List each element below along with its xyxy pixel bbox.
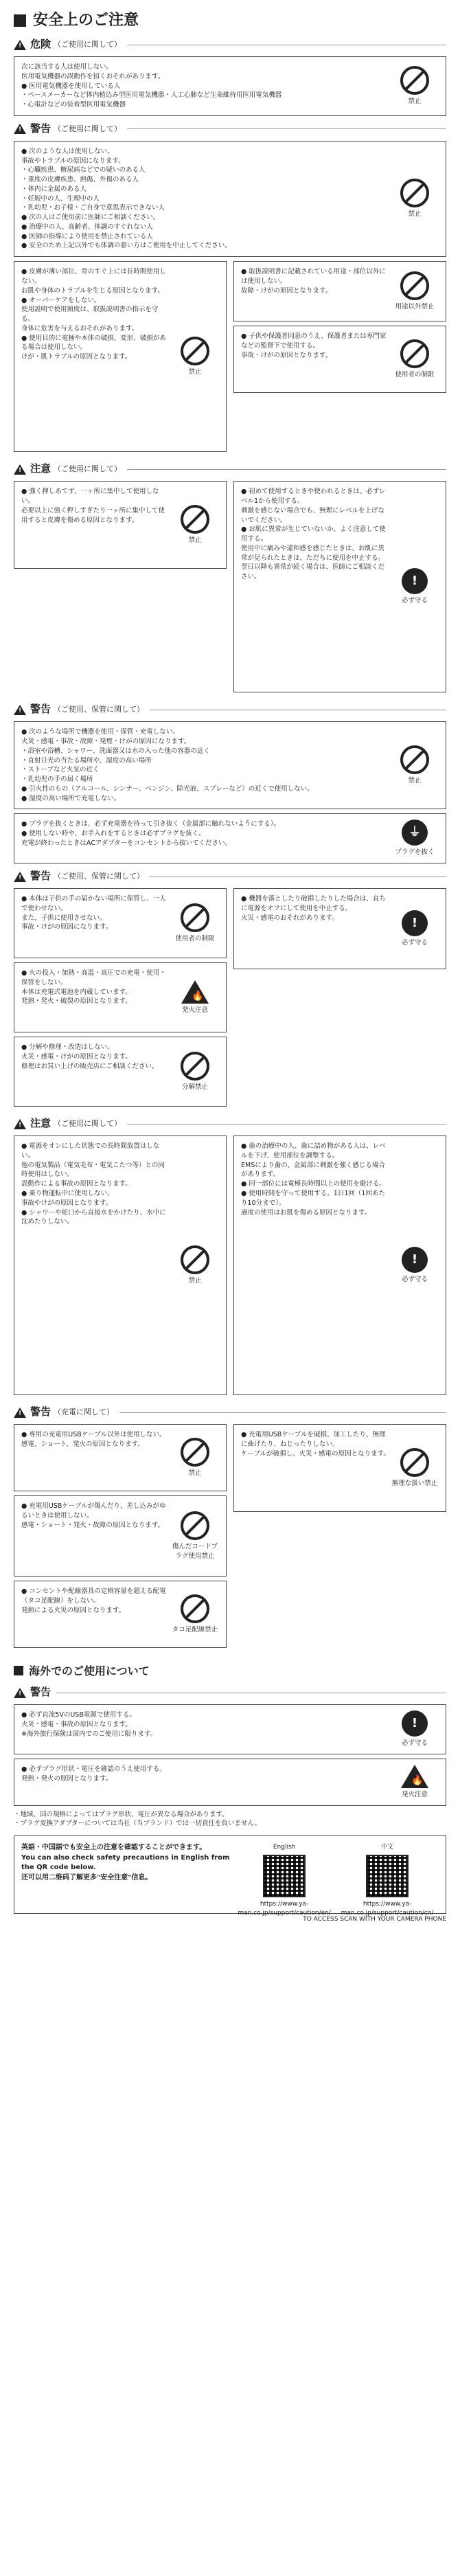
caution-triangle-icon: ! xyxy=(14,1119,26,1129)
danger-text xyxy=(21,63,391,110)
footer-text xyxy=(21,1843,233,1906)
text-line: けが・肌トラブルの原因となります。 xyxy=(21,353,132,361)
warning-triangle-icon: ! xyxy=(14,1408,26,1418)
text-line: ケーブルが破損し、火災・感電の原因となります。 xyxy=(241,1449,390,1458)
text-line: 発熱・発火・破裂の原因となります。 xyxy=(21,997,132,1006)
text-line: ● 充電用USBケーブルが傷んだり、差し込みがゆるいときは使用しない。 xyxy=(21,1502,166,1519)
title-square-icon xyxy=(14,14,26,27)
text-line: ● コンセントや配線器具の定格容量を超える配電（タコ足配線）をしない。 xyxy=(21,1588,166,1605)
ws2-right-box: ● 機器を落としたり破損したりした場合は、直ちに電源をオフにして使用を中止する。 火災・感電のおそれがあります。 ! 必ず守る xyxy=(233,888,446,969)
overseas-text-1 xyxy=(21,1710,391,1748)
warning-right-box-1: ● 取扱説明書に記載されている用途・部位以外には使用しない。 故障・けがの原因となります。 用途以外禁止 xyxy=(233,261,446,321)
text-line: ● 歯の治療中の人、歯に詰め物がある人は、レベルを下げ、使用部位を調整する。 xyxy=(241,1142,386,1160)
mandatory-icon: ! xyxy=(402,910,428,936)
text-line: ・ストーブなど火気の近く xyxy=(21,766,100,774)
prohibited-icon xyxy=(400,745,429,774)
page xyxy=(14,10,446,1924)
text-line: ● 次の人はご使用前に医師にご相談ください。 xyxy=(21,214,160,222)
text-line: ● 皮膚が薄い部位、骨のすぐ上には長時間使用しない。 xyxy=(21,268,166,286)
warning-storage-text xyxy=(21,727,391,803)
section-caution-use-2: ! 注意 （ご使用に関して） ● 電源をオンにした状態での長時間放置はしない。 他の電気製品（電気毛布・電気こたつ等）との同時使用はしない。 誤動作による事故の原因となります。 ● 乗り物運転中に使用しない。 事故やけがの原因となります。 ● シャワーや蛇口から直接水をかけたり、水中に沈めたりしない。 禁止 ● 歯の治療中の人、歯に詰め物がある人は、レベルを下げ、使用部位を調整する。 EMSにより歯の、金属部に刺激を強く感じる場合があります。 ● 同一部位には電極長時間以上の使用を避ける。 ● 使用時間を守って使用する。1日1回（1回あたり10分まで）。 過度の使用はお肌を傷める原因となります。 ! 必ず守る xyxy=(14,1116,446,1399)
text-line: 翌日以降も異常が続く場合は、医師にご相談ください。 xyxy=(241,563,385,581)
text-line: 还可以用二维码了解更多"安全注意"信息。 xyxy=(21,1873,152,1882)
text-line: ● 安全のため上記以外でも体調の悪い方はご使用を中止してください。 xyxy=(21,242,231,250)
prohibited-icon xyxy=(400,339,429,368)
text-line: ● 使用時間を守って使用する。1日1回（1回あたり10分まで）。 xyxy=(241,1189,385,1207)
text-line: ● 医用電気機器を使用している人 xyxy=(21,82,121,90)
text-line: ● 引火性のもの（アルコール、シンナー、ベンジン、除光液、スプレーなど）の近くで使用しない。 xyxy=(21,784,314,793)
text-line: ● 取扱説明書に記載されている用途・部位以外には使用しない。 xyxy=(241,268,386,286)
prohibited-icon xyxy=(181,1438,209,1467)
text-line: ・地域、国の規格によってはプラグ形状、電圧が異なる場合があります。 xyxy=(14,1810,229,1818)
caution-right-text xyxy=(241,487,391,686)
text-line: 修理はお買い上げの販売店にご相談ください。 xyxy=(21,1062,159,1070)
text-line: 感電・ショート・発火・故障の原因となります。 xyxy=(21,1521,165,1529)
warning-triangle-icon: ! xyxy=(14,705,26,715)
warning-right-box-2: ● 子供や保護者同意のうえ、保護者または専門家などの監督下で使用する。 事故・けがの原因となります。 使用者の制限 xyxy=(233,326,446,393)
text-line: ● プラグを抜くときは、必ず充電器を持って引き抜く（金属部に触れないようにする）。 xyxy=(21,820,281,828)
restricted-user-icon xyxy=(181,903,209,932)
overseas-box-2: ● 必ずプラグ形状・電圧を確認のうえ使用する。 発熱・発火の原因となります。 🔥 発火注意 xyxy=(14,1759,446,1806)
text-line: 事故・けがの原因となります。 xyxy=(241,351,332,359)
qr-chinese[interactable]: 中文 https://www.ya-man.co.jp/support/caution/cn/ xyxy=(336,1843,439,1906)
cu2-left-box: ● 電源をオンにした状態での長時間放置はしない。 他の電気製品（電気毛布・電気こたつ等）との同時使用はしない。 誤動作による事故の原因となります。 ● 乗り物運転中に使用しない。 事故やけがの原因となります。 ● シャワーや蛇口から直接水をかけたり、水中に沈めたりしない。 禁止 xyxy=(14,1136,227,1395)
text-line: ・浴室や浴槽、シャワー、洗面器又は水の入った他の容器の近く xyxy=(21,747,210,755)
section-caution-use: ! 注意 （ご使用に関して） ● 強く押しあてず、一ヶ所に集中して使用しない。 必要以上に強く押しすぎたり一ヶ所に集中して使用すると皮膚を傷める原因となります。 禁止 ● 初めて使用するときや使われるときは、必ずレベル1から使用する。 刺激を感じない場合でも、無理にレベルを上げないでください。 ● お肌に異常が生じていないか、よく注意して使用する。 使用中に痛みや違和感を感じたときは、お肌に異常が見られたときは、ただちに使用を中止する。 翌日以降も異常が続く場合は、医師にご相談ください。 ! 必ず守る xyxy=(14,462,446,697)
text-line: ・心臓疾患、糖尿病などでの疑いのある人 xyxy=(21,166,146,174)
overseas-title: 海外でのご使用について xyxy=(14,1662,446,1680)
text-line: ● 使用目的に電極や本体の破損、変形、破損がある場合は使用しない。 xyxy=(21,334,166,352)
text-line: You can also check safety precautions in English from the QR code below. xyxy=(21,1853,230,1872)
warning-triangle-icon: ! xyxy=(14,40,26,50)
text-line: 火災・感電・事故・故障・発煙・けがの原因になります。 xyxy=(21,738,191,746)
cu2-left-text xyxy=(21,1142,171,1389)
warning-storage-box: ● 次のような場所で機器を使用・保管・充電しない。 火災・感電・事故・故障・発煙・けがの原因になります。 ・浴室や浴槽、シャワー、洗面器又は水の入った他の容器の近く ・直射日光の当たる場所や、湿度の高い場所 ・ストーブなど火気の近く ・乳幼児の手の届く場所 ● 引火性のもの（アルコール、シンナー、ベンジン、除光液、スプレーなど）の近くで使用しない。 ● 湿度の高い場所で充電しない。 禁止 xyxy=(14,721,446,809)
text-line: ● オーバーケアをしない。 xyxy=(21,296,101,304)
ws2-left-box-2: ● 火の投入・加熱・高温・高圧での充電・使用・保管をしない。 本体は充電式電池を内蔵しています。 発熱・発火・破裂の原因となります。 🔥 発火注意 xyxy=(14,962,227,1032)
warning-use-text xyxy=(21,147,391,251)
warning-left-text xyxy=(21,267,171,446)
prohibited-icon xyxy=(181,1245,209,1274)
wc-left-box-3: ● コンセントや配線器具の定格容量を超える配電（タコ足配線）をしない。 発熱による火災の原因となります。 タコ足配線禁止 xyxy=(14,1581,227,1648)
wc-left-text-3 xyxy=(21,1587,171,1642)
section-warning-storage: ! 警告 （ご使用、保管に関して） ● 次のような場所で機器を使用・保管・充電しない。 火災・感電・事故・故障・発煙・けがの原因になります。 ・浴室や浴槽、シャワー、洗面器又は水の入った他の容器の近く ・直射日光の当たる場所や、湿度の高い場所 ・ストーブなど火気の近く ・乳幼児の手の届く場所 ● 引火性のもの（アルコール、シンナー、ベンジン、除光液、スプレーなど）の近くで使用しない。 ● 湿度の高い場所で充電しない。 禁止 ● プラグを抜くときは、必ず充電器を持って引き抜く（金属部に触れないようにする）。 ● 使用しない時や、お手入れをするときは必ずプラグを抜く。 充電が終わったときはACアダプターをコンセントから抜いてください。 ⏚ プラグを抜く xyxy=(14,702,446,863)
prohibited-icon xyxy=(400,66,429,95)
warning-triangle-icon: ! xyxy=(14,124,26,134)
scan-caption: TO ACCESS SCAN WITH YOUR CAMERA PHONE xyxy=(303,1916,446,1923)
title-square-icon xyxy=(14,1666,23,1675)
ws2-left-box-3: ● 分解や修理・改造はしない。 火災・感電・けがの原因となります。 修理はお買い上げの販売店にご相談ください。 分解禁止 xyxy=(14,1037,227,1107)
text-line: ● 機器を落としたり破損したりした場合は、直ちに電源をオフにして使用を中止する。 xyxy=(241,895,386,912)
text-line: ● 次のような場所で機器を使用・保管・充電しない。 xyxy=(21,728,179,736)
text-line: ● 湿度の高い場所で充電しない。 xyxy=(21,794,121,802)
text-line: ● 専用の充電用USBケーブル以外は使用しない。 xyxy=(21,1431,166,1439)
caution-left-box: ● 強く押しあてず、一ヶ所に集中して使用しない。 必要以上に強く押しすぎたり一ヶ所に集中して使用すると皮膚を傷める原因となります。 禁止 xyxy=(14,481,227,569)
qr-english[interactable]: English https://www.ya-man.co.jp/support/caution/en/ xyxy=(233,1843,336,1906)
url-chinese[interactable]: https://www.ya-man.co.jp/support/caution/cn/ xyxy=(341,1901,434,1917)
text-line: また、子供に使用させない。 xyxy=(21,914,106,922)
text-line: 刺激を感じない場合でも、無理にレベルを上げないでください。 xyxy=(241,506,385,524)
text-line: 火災・感電・事故の原因となります。 xyxy=(21,1720,132,1728)
ws2-left-text-1 xyxy=(21,894,171,952)
text-line: ● 医師の指導により使用を禁止されている人 xyxy=(21,232,153,240)
section-warning-use: ! 警告 （ご使用に関して） ● 次のような人は使用しない。 事故やトラブルの原因になります。 ・心臓疾患、糖尿病などでの疑いのある人 ・重度の皮膚疾患、熱傷、外傷のある人 ・体内に金属のある人 ・妊娠中の人、生理中の人 ・乳幼児・お子様・ご自身で意思表示できない人 ● 次の人はご使用前に医師にご相談ください。 ● 治療中の人、高齢者、体調のすぐれない人 ● 医師の指導により使用を禁止されている人 ● 安全のため上記以外でも体調の悪い方はご使用を中止してください。 禁止 ● 皮膚が薄い部位、骨のすぐ上には長時間使用しない。 お肌や身体のトラブルを生じる原因となります。 ● オーバーケアをしない。 使用説明で使用頻度は、取扱説明書の指示を守る。 身体に危害を与えるおそれがあります。 ● 使用目的に電極や本体の破損、変形、破損がある場合は使用しない。 けが・肌トラブルの原因となります。 禁止 ● 取扱説明書に記載されている用途・部位以外には使用しない。 故障・けがの原因となります。 用途以外禁止 ● 子供や保護者同意のうえ、保護者または専門家などの監督下で使用する。 事故・けがの原因となります。 使用者の制限 xyxy=(14,122,446,456)
text-line: ・乳幼児の手の届く場所 xyxy=(21,776,93,784)
no-rough-handling-icon xyxy=(400,1448,429,1477)
fire-caution-icon: 🔥 xyxy=(181,980,209,1004)
text-line: ● 乗り物運転中に使用しない。 xyxy=(21,1189,114,1197)
plug-box: ● プラグを抜くときは、必ず充電器を持って引き抜く（金属部に触れないようにする）。 ● 使用しない時や、お手入れをするときは必ずプラグを抜く。 充電が終わったときはACアダプターをコンセントから抜いてください。 ⏚ プラグを抜く xyxy=(14,813,446,863)
text-line: 充電が終わったときはACアダプターをコンセントから抜いてください。 xyxy=(21,839,232,847)
text-line: 使用中に痛みや違和感を感じたときは、お肌に異常が見られたときは、ただちに使用を中止する。 xyxy=(241,544,385,562)
ws2-right-text xyxy=(241,894,391,963)
text-line: ● 分解や修理・改造はしない。 xyxy=(21,1043,114,1052)
ws2-left-box-1: ● 本体は子供の手の届かない場所に保管し、一人で使わせない。 また、子供に使用させない。 事故・けがの原因になります。 使用者の制限 xyxy=(14,888,227,958)
text-line: 発熱による火災の原因となります。 xyxy=(21,1606,126,1614)
text-line: ● 次のような人は使用しない。 xyxy=(21,147,114,155)
section-warning-charge: ! 警告 （充電に関して） ● 専用の充電用USBケーブル以外は使用しない。 感電、ショート、発火の原因となります。 禁止 ● 充電用USBケーブルが傷んだり、差し込みがゆるいときは使用しない。 感電・ショート・発火・故障の原因となります。 傷んだコードプラグ使用禁止 ● コンセントや配線器具の定格容量を超える配電（タコ足配線）をしない。 発熱による火災の原因となります。 タコ足配線禁止 ● 充電用USBケーブルを破損、加工したり、無理に曲げたり、ねじったりしない。 ケーブルが破損し、火災・感電の原因となります。 無理な扱い禁止 xyxy=(14,1405,446,1652)
text-line: ・妊娠中の人、生理中の人 xyxy=(21,194,100,203)
text-line: 使用説明で使用頻度は、取扱説明書の指示を守る。 xyxy=(21,306,159,324)
caution-triangle-icon: ! xyxy=(14,464,26,475)
text-line: 感電、ショート、発火の原因となります。 xyxy=(21,1440,144,1448)
text-line: ・体内に金属のある人 xyxy=(21,185,87,193)
prohibited-icon xyxy=(181,337,209,365)
text-line: 火災・感電・けがの原因となります。 xyxy=(21,1052,132,1061)
text-line: 他の電気製品（電気毛布・電気こたつ等）との同時使用はしない。 xyxy=(21,1161,165,1179)
qr-code-icon[interactable] xyxy=(263,1855,306,1897)
text-line: ● 必ず直流5VのUSB電源で使用する。 xyxy=(21,1711,136,1719)
warning-triangle-icon: ! xyxy=(14,1688,26,1698)
cu2-right-text xyxy=(241,1142,391,1389)
damaged-cord-icon xyxy=(181,1511,209,1540)
warning-triangle-icon: ! xyxy=(14,872,26,882)
text-line: ・重度の皮膚疾患、熱傷、外傷のある人 xyxy=(21,176,139,184)
text-line: 本体は充電式電池を内蔵しています。 xyxy=(21,988,132,996)
text-line: 身体に危害を与えるおそれがあります。 xyxy=(21,324,139,332)
caution-right-box: ● 初めて使用するときや使われるときは、必ずレベル1から使用する。 刺激を感じない場合でも、無理にレベルを上げないでください。 ● お肌に異常が生じていないか、よく注意して使用する。 使用中に痛みや違和感を感じたときは、お肌に異常が見られたときは、ただちに使用を中止する。 翌日以降も異常が続く場合は、医師にご相談ください。 ! 必ず守る xyxy=(233,481,446,692)
prohibited-icon xyxy=(400,271,429,300)
text-line: ● 治療中の人、高齢者、体調のすぐれない人 xyxy=(21,223,153,231)
text-line: ・ペースメーカーなど体内植込み型医用電気機器・人工心肺など生命維持用医用電気機器 xyxy=(21,91,282,100)
warning-left-box: ● 皮膚が薄い部位、骨のすぐ上には長時間使用しない。 お肌や身体のトラブルを生じる原因となります。 ● オーバーケアをしない。 使用説明で使用頻度は、取扱説明書の指示を守る。 身体に危害を与えるおそれがあります。 ● 使用目的に電極や本体の破損、変形、破損がある場合は使用しない。 けが・肌トラブルの原因となります。 禁止 xyxy=(14,261,227,452)
unplug-icon: ⏚ xyxy=(402,820,428,846)
section-danger: ! 危険 （ご使用に関して） 次に該当する人は使用しない。 医用電気機器の誤動作を招くおそれがあります。 ● 医用電気機器を使用している人 ・ペースメーカーなど体内植込み型医用電気機器・人工心肺など生命維持用医用電気機器 ・心電計などの装着型医用電気機器 禁止 xyxy=(14,37,446,116)
text-line: ● 使用しない時や、お手入れをするときは必ずプラグを抜く。 xyxy=(21,830,205,838)
text-line: ● 初めて使用するときや使われるときは、必ずレベル1から使用する。 xyxy=(241,488,386,506)
text-line: ● 本体は子供の手の届かない場所に保管し、一人で使わせない。 xyxy=(21,895,166,912)
ws2-left-text-3 xyxy=(21,1043,171,1100)
overseas-notes xyxy=(14,1810,446,1829)
footer-qr xyxy=(14,1835,446,1917)
wc-right-box: ● 充電用USBケーブルを破損、加工したり、無理に曲げたり、ねじったりしない。 ケーブルが破損し、火災・感電の原因となります。 無理な扱い禁止 xyxy=(233,1424,446,1512)
wc-left-text-2 xyxy=(21,1502,171,1570)
plug-text xyxy=(21,820,391,857)
wc-left-box-2: ● 充電用USBケーブルが傷んだり、差し込みがゆるいときは使用しない。 感電・ショート・発火・故障の原因となります。 傷んだコードプラグ使用禁止 xyxy=(14,1495,227,1577)
text-line: 誤動作による事故の原因となります。 xyxy=(21,1180,132,1188)
text-line: ● 電源をオンにした状態での長時間放置はしない。 xyxy=(21,1142,160,1160)
text-line: 次に該当する人は使用しない。 xyxy=(21,63,113,71)
cu2-right-box: ● 歯の治療中の人、歯に詰め物がある人は、レベルを下げ、使用部位を調整する。 EMSにより歯の、金属部に刺激を強く感じる場合があります。 ● 同一部位には電極長時間以上の使用を避ける。 ● 使用時間を守って使用する。1日1回（1回あたり10分まで）。 過度の使用はお肌を傷める原因となります。 ! 必ず守る xyxy=(233,1136,446,1395)
text-line: ● 強く押しあてず、一ヶ所に集中して使用しない。 xyxy=(21,488,159,506)
mandatory-icon: ! xyxy=(402,1710,428,1737)
text-line: ● 同一部位には電極長時間以上の使用を避ける。 xyxy=(241,1180,386,1188)
text-line: EMSにより歯の、金属部に刺激を強く感じる場合があります。 xyxy=(241,1161,385,1179)
text-line: 故障・けがの原因となります。 xyxy=(241,286,332,295)
wc-left-text-1 xyxy=(21,1430,171,1485)
wc-left-box-1: ● 専用の充電用USBケーブル以外は使用しない。 感電、ショート、発火の原因となります。 禁止 xyxy=(14,1424,227,1491)
text-line: 事故やけがの原因となります。 xyxy=(21,1199,113,1207)
prohibited-icon xyxy=(181,505,209,534)
text-line: 事故やトラブルの原因になります。 xyxy=(21,157,125,165)
text-line: ● 必ずプラグ形状・電圧を確認のうえ使用する。 xyxy=(21,1765,166,1773)
url-english[interactable]: https://www.ya-man.co.jp/support/caution/en/ xyxy=(238,1901,331,1917)
text-line: ・プラグ変換アダプターについては当社（当ブランド）では一切責任を負いません。 xyxy=(14,1820,262,1828)
warning-use-box: ● 次のような人は使用しない。 事故やトラブルの原因になります。 ・心臓疾患、糖尿病などでの疑いのある人 ・重度の皮膚疾患、熱傷、外傷のある人 ・体内に金属のある人 ・妊娠中の人、生理中の人 ・乳幼児・お子様・ご自身で意思表示できない人 ● 次の人はご使用前に医師にご相談ください。 ● 治療中の人、高齢者、体調のすぐれない人 ● 医師の指導により使用を禁止されている人 ● 安全のため上記以外でも体調の悪い方はご使用を中止してください。 禁止 xyxy=(14,141,446,257)
section-warning-storage-2: ! 警告 （ご使用、保管に関して） ● 本体は子供の手の届かない場所に保管し、一人で使わせない。 また、子供に使用させない。 事故・けがの原因になります。 使用者の制限 ● 火の投入・加熱・高温・高圧での充電・使用・保管をしない。 本体は充電式電池を内蔵しています。 発熱・発火・破裂の原因となります。 🔥 発火注意 ● 分解や修理・改造はしない。 火災・感電・けがの原因となります。 修理はお買い上げの販売店にご相談ください。 分解禁止 ● 機器を落としたり破損したりした場合は、直ちに電源をオフにして使用を中止する。 火災・感電のおそれがあります。 ! 必ず守る xyxy=(14,869,446,1111)
section-overseas: ! 警告 ● 必ず直流5VのUSB電源で使用する。 火災・感電・事故の原因となります。 ※海外旅行保険は国内でのご使用に限ります。 ! 必ず守る ● 必ずプラグ形状・電圧を確認のうえ使用する。 発熱・発火の原因となります。 🔥 発火注意 ・地域、国の規格によってはプラグ形状、電圧が異なる場合があります。 ・プラグ変換アダプターについては当社（当ブランド）では一切責任を負いません。 xyxy=(14,1685,446,1829)
text-line: 必要以上に強く押しすぎたり一ヶ所に集中して使用すると皮膚を傷める原因となります。 xyxy=(21,506,165,524)
mandatory-icon: ! xyxy=(402,1247,428,1273)
text-line: ● 火の投入・加熱・高温・高圧での充電・使用・保管をしない。 xyxy=(21,969,166,986)
text-line: 火災・感電のおそれがあります。 xyxy=(241,914,338,922)
danger-box: 次に該当する人は使用しない。 医用電気機器の誤動作を招くおそれがあります。 ● 医用電気機器を使用している人 ・ペースメーカーなど体内植込み型医用電気機器・人工心肺など生命維持用医用電気機器 ・心電計などの装着型医用電気機器 禁止 xyxy=(14,56,446,116)
warning-right-text-1 xyxy=(241,267,391,315)
prohibited-icon xyxy=(400,179,429,207)
text-line: ※海外旅行保険は国内でのご使用に限ります。 xyxy=(21,1730,157,1738)
wc-right-text xyxy=(241,1430,391,1506)
text-line: ・心電計などの装着型医用電気機器 xyxy=(21,101,126,109)
overseas-box-1: ● 必ず直流5VのUSB電源で使用する。 火災・感電・事故の原因となります。 ※海外旅行保険は国内でのご使用に限ります。 ! 必ず守る xyxy=(14,1704,446,1754)
fire-caution-icon: 🔥 xyxy=(401,1765,428,1788)
text-line: ● お肌に異常が生じていないか、よく注意して使用する。 xyxy=(241,526,386,543)
text-line: 英語・中国語でも安全上の注意を確認することができます。 xyxy=(21,1844,207,1852)
text-line: 発熱・発火の原因となります。 xyxy=(21,1774,113,1783)
qr-code-icon[interactable] xyxy=(366,1855,409,1897)
text-line: ・乳幼児・お子様・ご自身で意思表示できない人 xyxy=(21,204,165,212)
warning-right-text-2 xyxy=(241,332,391,387)
text-line: お肌や身体のトラブルを生じる原因となります。 xyxy=(21,286,164,295)
text-line: 事故・けがの原因になります。 xyxy=(21,923,113,931)
text-line: ● 子供や保護者同意のうえ、保護者または専門家などの監督下で使用する。 xyxy=(241,332,387,350)
text-line: 過度の使用はお肌を傷める原因となります。 xyxy=(241,1208,371,1217)
overseas-text-2 xyxy=(21,1765,391,1800)
text-line: 医用電気機器の誤動作を招くおそれがあります。 xyxy=(21,72,165,80)
octopus-wiring-icon xyxy=(181,1594,209,1623)
text-line: ● シャワーや蛇口から直接水をかけたり、水中に沈めたりしない。 xyxy=(21,1208,166,1226)
ws2-left-text-2 xyxy=(21,969,171,1026)
text-line: ・直射日光の当たる場所や、湿度の高い場所 xyxy=(21,756,152,765)
no-disassembly-icon xyxy=(181,1052,209,1081)
mandatory-icon: ! xyxy=(402,568,428,594)
page-title: 安全上のご注意 xyxy=(14,10,446,32)
text-line: ● 充電用USBケーブルを破損、加工したり、無理に曲げたり、ねじったりしない。 xyxy=(241,1431,386,1448)
caution-left-text xyxy=(21,487,171,563)
